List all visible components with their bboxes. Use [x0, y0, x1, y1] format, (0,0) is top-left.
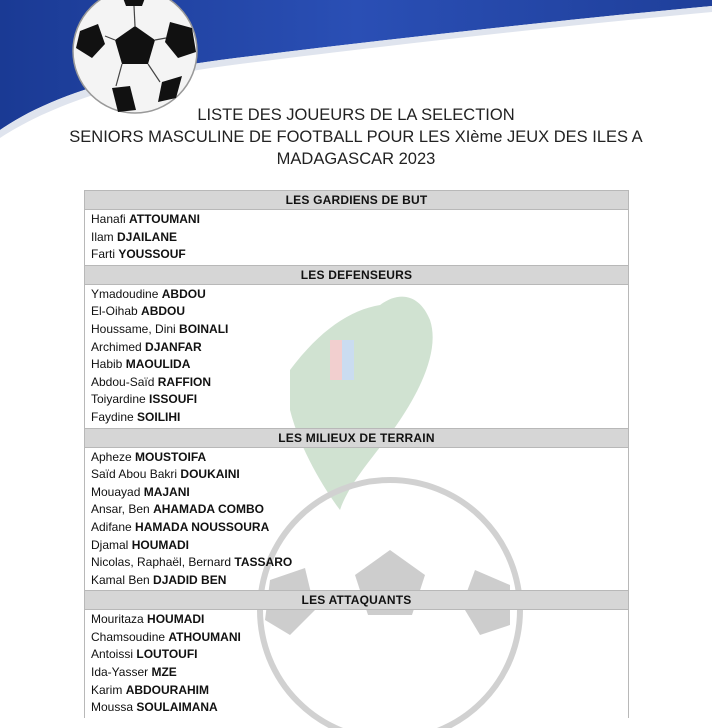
- player-row: Archimed DJANFAR: [91, 339, 202, 354]
- player-row: Antoissi LOUTOUFI: [91, 647, 198, 662]
- section-heading-defenders: LES DEFENSEURS: [85, 265, 628, 285]
- section-heading-forwards: LES ATTAQUANTS: [85, 590, 628, 610]
- player-row: Abdou-Saïd RAFFION: [91, 374, 212, 389]
- roster-table: [84, 190, 629, 718]
- player-row: Houssame, Dini BOINALI: [91, 321, 229, 336]
- player-row: Farti YOUSSOUF: [91, 247, 186, 262]
- defenders-list: [85, 285, 628, 428]
- player-row: Saïd Abou Bakri DOUKAINI: [91, 467, 240, 482]
- title-line: MADAGASCAR 2023: [276, 150, 436, 168]
- player-row: Apheze MOUSTOIFA: [91, 449, 207, 464]
- player-row: Ida-Yasser MZE: [91, 665, 177, 680]
- player-row: Mouritaza HOUMADI: [91, 612, 205, 627]
- player-row: Ymadoudine ABDOU: [91, 286, 206, 301]
- midfielders-list: [85, 448, 628, 591]
- player-row: Moussa SOULAIMANA: [91, 700, 218, 715]
- player-row: Nicolas, Raphaël, Bernard TASSARO: [91, 555, 293, 570]
- title-line: SENIORS MASCULINE DE FOOTBALL POUR LES XIème JEUX DES ILES A: [69, 128, 643, 146]
- player-row: Adifane HAMADA NOUSSOURA: [91, 519, 270, 534]
- player-row: Karim ABDOURAHIM: [91, 682, 210, 697]
- goalkeepers-list: [85, 210, 628, 265]
- player-row: Mouayad MAJANI: [91, 484, 190, 499]
- player-row: Faydine SOILIHI: [91, 409, 181, 424]
- player-row: Ansar, Ben AHAMADA COMBO: [91, 502, 264, 517]
- document-title: [0, 104, 712, 170]
- player-row: Kamal Ben DJADID BEN: [91, 572, 227, 587]
- player-row: Habib MAOULIDA: [91, 357, 191, 372]
- player-row: Toiyardine ISSOUFI: [91, 392, 198, 407]
- player-row: Chamsoudine ATHOUMANI: [91, 629, 241, 644]
- soccer-ball-icon: [70, 0, 200, 116]
- forwards-list: [85, 610, 628, 718]
- player-row: El-Oihab ABDOU: [91, 304, 186, 319]
- section-heading-midfielders: LES MILIEUX DE TERRAIN: [85, 428, 628, 448]
- player-row: Ilam DJAILANE: [91, 229, 178, 244]
- title-line: LISTE DES JOUEURS DE LA SELECTION: [197, 106, 515, 124]
- player-row: Djamal HOUMADI: [91, 537, 190, 552]
- section-heading-goalkeepers: LES GARDIENS DE BUT: [85, 190, 628, 210]
- player-row: Hanafi ATTOUMANI: [91, 212, 200, 226]
